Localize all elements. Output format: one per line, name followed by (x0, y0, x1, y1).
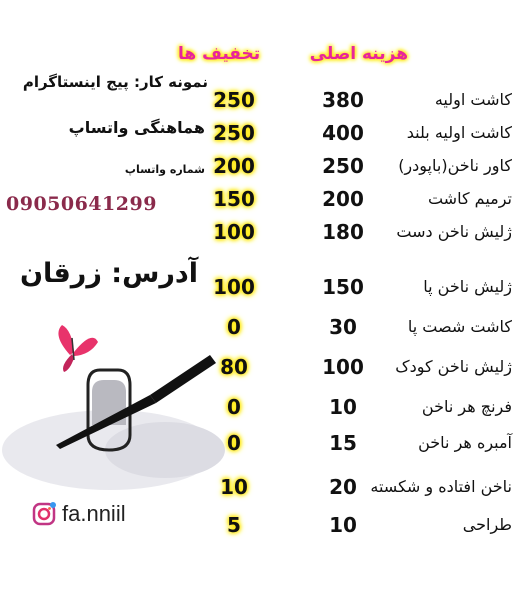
service-name: کاشت اولیه بلند (406, 123, 512, 142)
whatsapp-coordination: هماهنگی واتساپ (68, 118, 205, 137)
discount-price: 100 (213, 275, 255, 299)
service-name: طراحی (462, 515, 512, 534)
service-name: ژلیش ناخن دست (396, 222, 512, 241)
original-price: 20 (329, 475, 357, 499)
phone-number[interactable]: 09050641299 (6, 193, 157, 215)
discount-price: 150 (213, 187, 255, 211)
service-name: کاشت اولیه (434, 90, 512, 109)
instagram-title: نمونه کار: پیج اینستاگرام (22, 73, 208, 91)
original-price: 380 (322, 88, 364, 112)
logo-background-shape (105, 422, 225, 478)
verified-badge-icon (50, 502, 56, 508)
instagram-link[interactable] (32, 500, 126, 528)
original-price: 150 (322, 275, 364, 299)
discount-header: تخفیف ها (178, 44, 261, 64)
discount-price: 0 (227, 395, 241, 419)
original-price: 15 (329, 431, 357, 455)
service-name: ژلیش ناخن کودک (395, 357, 512, 376)
discount-price: 100 (213, 220, 255, 244)
instagram-icon (32, 502, 56, 526)
discount-price: 80 (220, 355, 248, 379)
original-price: 10 (329, 395, 357, 419)
service-name: کاور ناخن(باپودر) (398, 156, 512, 175)
instagram-handle: fa.nniil (62, 501, 126, 526)
discount-price: 10 (220, 475, 248, 499)
service-name: آمبره هر ناخن (418, 433, 512, 452)
original-price-header: هزینه اصلی (309, 44, 408, 64)
discount-price: 250 (213, 88, 255, 112)
whatsapp-label: شماره واتساپ (124, 163, 205, 176)
address: آدرس: زرقان (19, 258, 198, 289)
nail-salon-logo (0, 300, 240, 490)
discount-price: 5 (227, 513, 241, 537)
original-price: 250 (322, 154, 364, 178)
discount-price: 250 (213, 121, 255, 145)
butterfly-icon (58, 325, 98, 372)
discount-price: 200 (213, 154, 255, 178)
brush-handle (150, 355, 216, 403)
discount-price: 0 (227, 431, 241, 455)
discount-price: 0 (227, 315, 241, 339)
service-name: ژلیش ناخن پا (423, 277, 512, 296)
service-name: ناخن افتاده و شکسته (370, 477, 512, 496)
service-name: ترمیم کاشت (427, 189, 512, 208)
service-name: کاشت شصت پا (407, 317, 512, 336)
original-price: 100 (322, 355, 364, 379)
original-price: 180 (322, 220, 364, 244)
price-header (178, 40, 408, 68)
original-price: 200 (322, 187, 364, 211)
original-price: 30 (329, 315, 357, 339)
original-price: 10 (329, 513, 357, 537)
service-name: فرنچ هر ناخن (421, 397, 512, 416)
original-price: 400 (322, 121, 364, 145)
contact-info (0, 0, 210, 600)
